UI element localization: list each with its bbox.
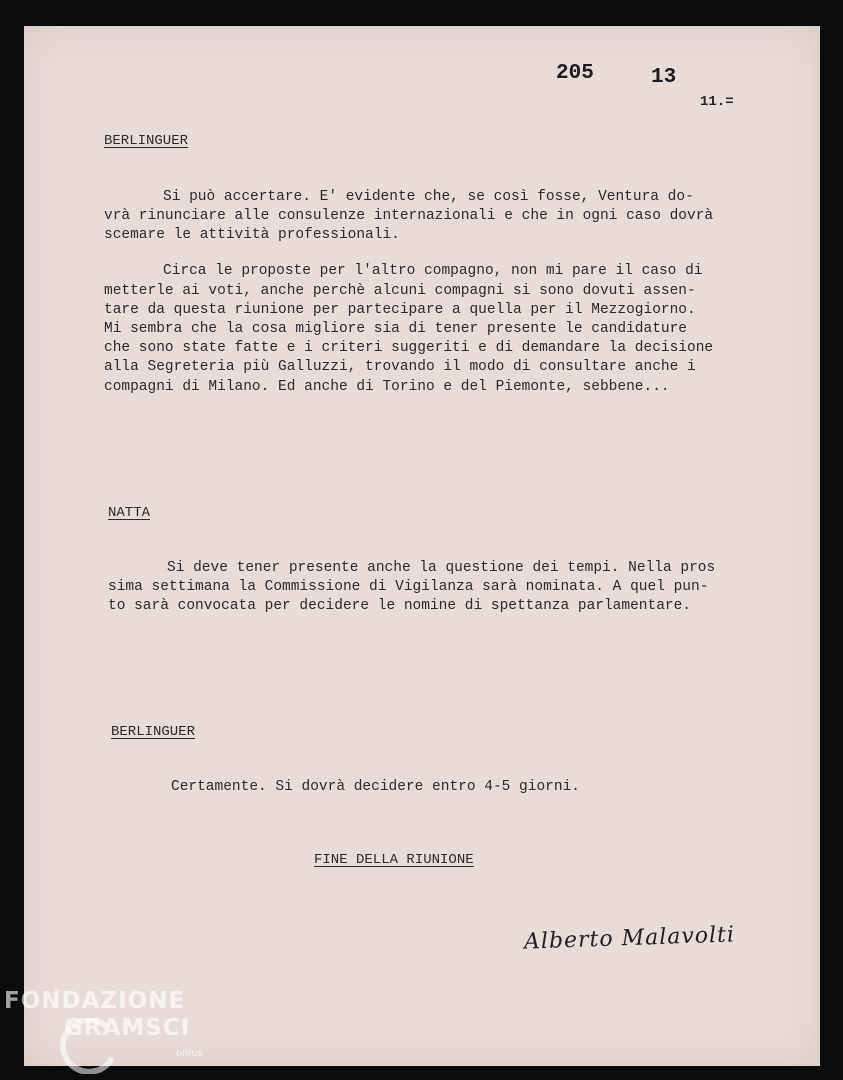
- para-3-line-1: Si deve tener presente anche la questione dei tempi. Nella pros: [167, 560, 716, 576]
- paper-sheet: [24, 26, 820, 1066]
- watermark-onlus: onlus: [176, 1048, 203, 1059]
- fondazione-gramsci-watermark: [4, 988, 214, 1076]
- para-2-line-4: Mi sembra che la cosa migliore sia di tener presente le candidature: [104, 321, 687, 337]
- sheet-number: 13: [651, 66, 677, 89]
- para-2-line-3: tare da questa riunione per partecipare a quella per il Mezzogiorno.: [104, 302, 696, 318]
- para-2-line-6: alla Segreteria più Galluzzi, trovando il modo di consultare anche i: [104, 359, 696, 375]
- para-1-line-3: scemare le attività professionali.: [104, 227, 400, 243]
- closing-title: FINE DELLA RIUNIONE: [314, 852, 474, 868]
- para-2-line-2: metterle ai voti, anche perchè alcuni compagni si sono dovuti assen-: [104, 283, 696, 299]
- para-2-line-7: compagni di Milano. Ed anche di Torino e del Piemonte, sebbene...: [104, 379, 670, 395]
- speaker-berlinguer-1: BERLINGUER: [104, 133, 189, 149]
- para-1-line-1: Si può accertare. E' evidente che, se così fosse, Ventura do-: [163, 189, 694, 205]
- watermark-line-1: FONDAZIONE: [4, 988, 186, 1014]
- handwritten-signature: Alberto Malavolti: [523, 922, 736, 955]
- para-3-line-2: sima settimana la Commissione di Vigilanza sarà nominata. A quel pun-: [108, 579, 709, 595]
- para-1-line-2: vrà rinunciare alle consulenze internazionali e che in ogni caso dovrà: [104, 208, 714, 224]
- watermark-line-2: GRAMSCI: [64, 1015, 191, 1041]
- speaker-berlinguer-2: BERLINGUER: [111, 724, 196, 740]
- page-number: 205: [556, 62, 594, 85]
- speaker-natta: NATTA: [108, 505, 151, 521]
- section-number: 11.=: [700, 94, 734, 110]
- para-3-line-3: to sarà convocata per decidere le nomine di spettanza parlamentare.: [108, 598, 691, 614]
- para-2-line-5: che sono state fatte e i criteri suggeriti e di demandare la decisione: [104, 340, 714, 356]
- para-2-line-1: Circa le proposte per l'altro compagno, non mi pare il caso di: [163, 263, 703, 279]
- para-4: Certamente. Si dovrà decidere entro 4-5 giorni.: [171, 779, 580, 795]
